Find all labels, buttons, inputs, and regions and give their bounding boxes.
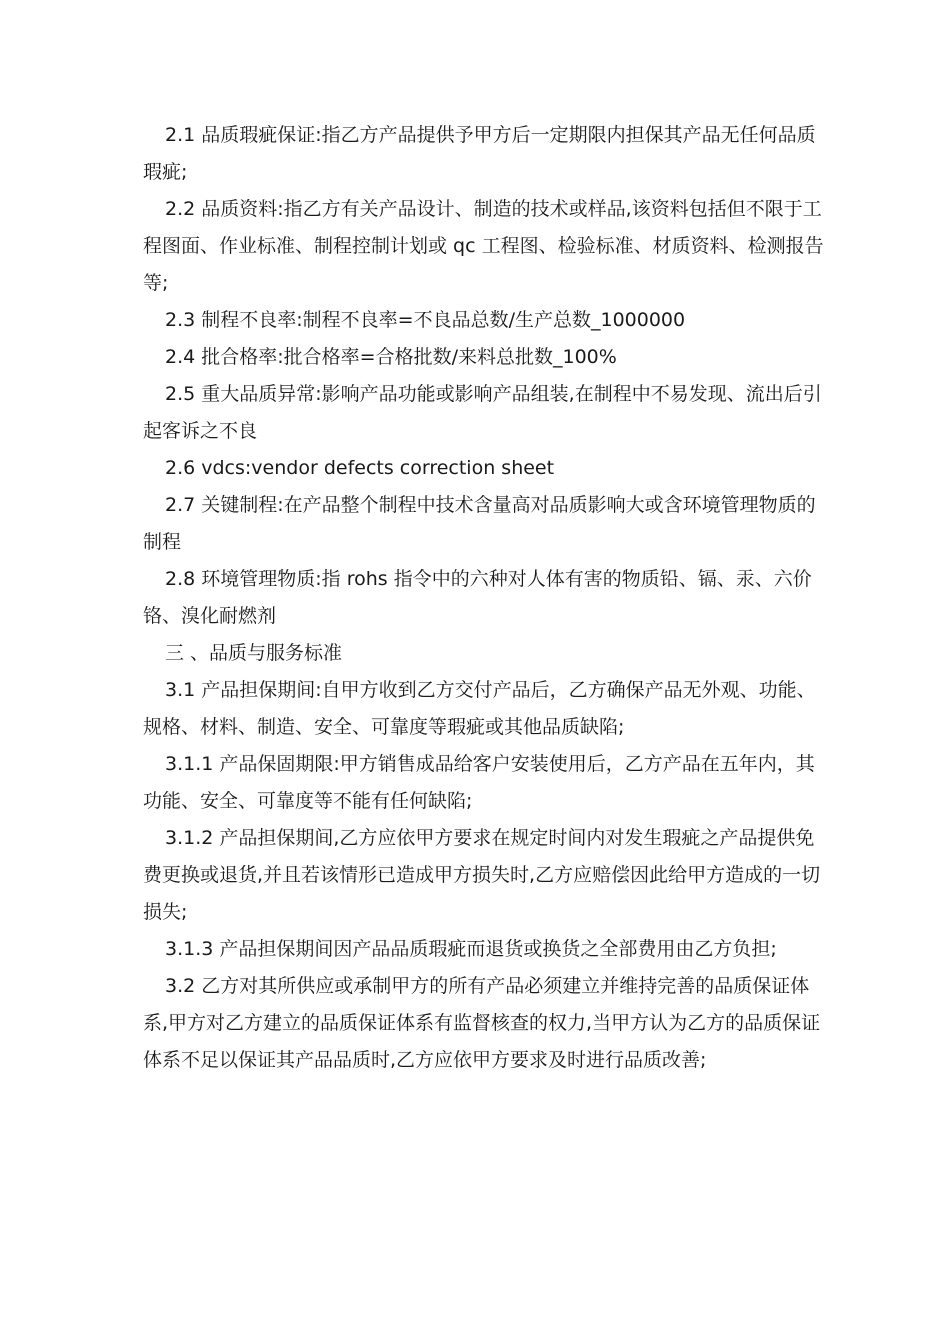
paragraph-3-1-1: 3.1.1 产品保固期限:甲方销售成品给客户安装使用后，乙方产品在五年内，其功能、安全、可靠度等不能有任何缺陷; — [143, 753, 815, 812]
paragraph-2-4: 2.4 批合格率:批合格率=合格批数/来料总批数_100% — [165, 346, 617, 368]
paragraph-2-7: 2.7 关键制程:在产品整个制程中技术含量高对品质影响大或含环境管理物质的制程 — [143, 494, 816, 553]
section-heading-3: 三 、品质与服务标准 — [165, 642, 343, 664]
paragraph-2-8: 2.8 环境管理物质:指 rohs 指令中的六种对人体有害的物质铅、镉、汞、六价铬、溴化耐燃剂 — [143, 568, 812, 627]
paragraph-3-1-2: 3.1.2 产品担保期间,乙方应依甲方要求在规定时间内对发生瑕疵之产品提供免费更换或退货,并且若该情形已造成甲方损失时,乙方应赔偿因此给甲方造成的一切损失; — [143, 827, 821, 923]
paragraph-2-1: 2.1 品质瑕疵保证:指乙方产品提供予甲方后一定期限内担保其产品无任何品质瑕疵; — [143, 124, 816, 183]
paragraph-2-5: 2.5 重大品质异常:影响产品功能或影响产品组装,在制程中不易发现、流出后引起客诉之不良 — [143, 383, 822, 442]
paragraph-2-3: 2.3 制程不良率:制程不良率=不良品总数/生产总数_1000000 — [165, 309, 686, 331]
paragraph-2-2: 2.2 品质资料:指乙方有关产品设计、制造的技术或样品,该资料包括但不限于工程图面、作业标准、制程控制计划或 qc 工程图、检验标准、材质资料、检测报告等; — [143, 198, 824, 294]
paragraph-3-1: 3.1 产品担保期间:自甲方收到乙方交付产品后，乙方确保产品无外观、功能、规格、材料、制造、安全、可靠度等瑕疵或其他品质缺陷; — [143, 679, 816, 738]
paragraph-3-2: 3.2 乙方对其所供应或承制甲方的所有产品必须建立并维持完善的品质保证体系,甲方对乙方建立的品质保证体系有监督核查的权力,当甲方认为乙方的品质保证体系不足以保证其产品品质时,乙方应依甲方要求及时进行品质改善; — [143, 975, 821, 1071]
paragraph-2-6: 2.6 vdcs:vendor defects correction sheet — [165, 457, 555, 479]
document-body — [143, 117, 833, 1079]
paragraph-3-1-3: 3.1.3 产品担保期间因产品品质瑕疵而退货或换货之全部费用由乙方负担; — [165, 938, 777, 960]
